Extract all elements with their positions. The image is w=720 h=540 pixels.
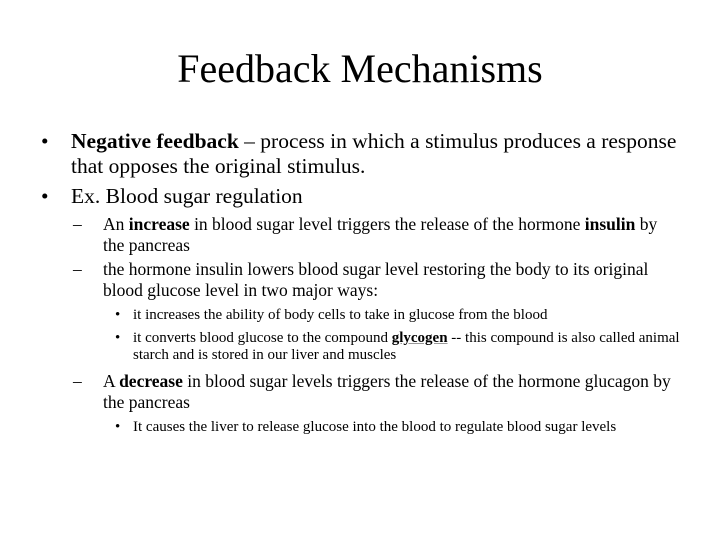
bullet-marker: • <box>115 330 121 346</box>
dash-marker: – <box>73 371 82 391</box>
example-text: Ex. Blood sugar regulation <box>71 184 303 208</box>
text-segment: in blood sugar levels triggers the release of the hormone glucagon by the pancreas <box>103 371 671 412</box>
text-segment: -- this compound is also called animal starch and is stored in our liver and muscles <box>133 330 680 363</box>
text-segment: A <box>103 371 120 391</box>
text-segment: by the pancreas <box>103 214 658 255</box>
term-insulin: insulin <box>584 214 636 234</box>
subbullet-increase <box>0 214 720 256</box>
subsubbullet-way-2 <box>0 330 720 364</box>
dash-marker: – <box>73 214 82 234</box>
term-decrease: decrease <box>119 371 183 391</box>
bullet-example <box>0 184 720 209</box>
dash-marker: – <box>73 259 82 279</box>
subbullet-insulin-lowers <box>0 259 720 301</box>
bullet-marker: • <box>115 419 121 435</box>
text-segment: it converts blood glucose to the compound <box>133 330 392 346</box>
way-1-text: it increases the ability of body cells to take in glucose from the blood <box>133 307 548 323</box>
term-negative-feedback: Negative feedback <box>71 129 239 153</box>
text-segment: An <box>103 214 129 234</box>
bullet-marker: • <box>41 129 49 153</box>
subsubbullet-liver <box>0 419 720 436</box>
text-segment: in blood sugar level triggers the release of the hormone <box>189 214 585 234</box>
term-increase: increase <box>128 214 190 234</box>
definition-negative-feedback: – process in which a stimulus produces a response that opposes the original stimulus. <box>71 129 677 178</box>
slide-content <box>0 129 720 442</box>
slide-title: Feedback Mechanisms <box>177 46 543 91</box>
term-glycogen: glycogen <box>391 330 448 346</box>
insulin-lowers-text: the hormone insulin lowers blood sugar level restoring the body to its original blood glucose level in two major ways: <box>103 259 649 300</box>
subbullet-decrease <box>0 371 720 413</box>
subsubbullet-way-1 <box>0 307 720 324</box>
bullet-marker: • <box>41 184 49 208</box>
bullet-marker: • <box>115 307 121 323</box>
bullet-negative-feedback <box>0 129 720 179</box>
liver-text: It causes the liver to release glucose into the blood to regulate blood sugar levels <box>133 419 617 435</box>
